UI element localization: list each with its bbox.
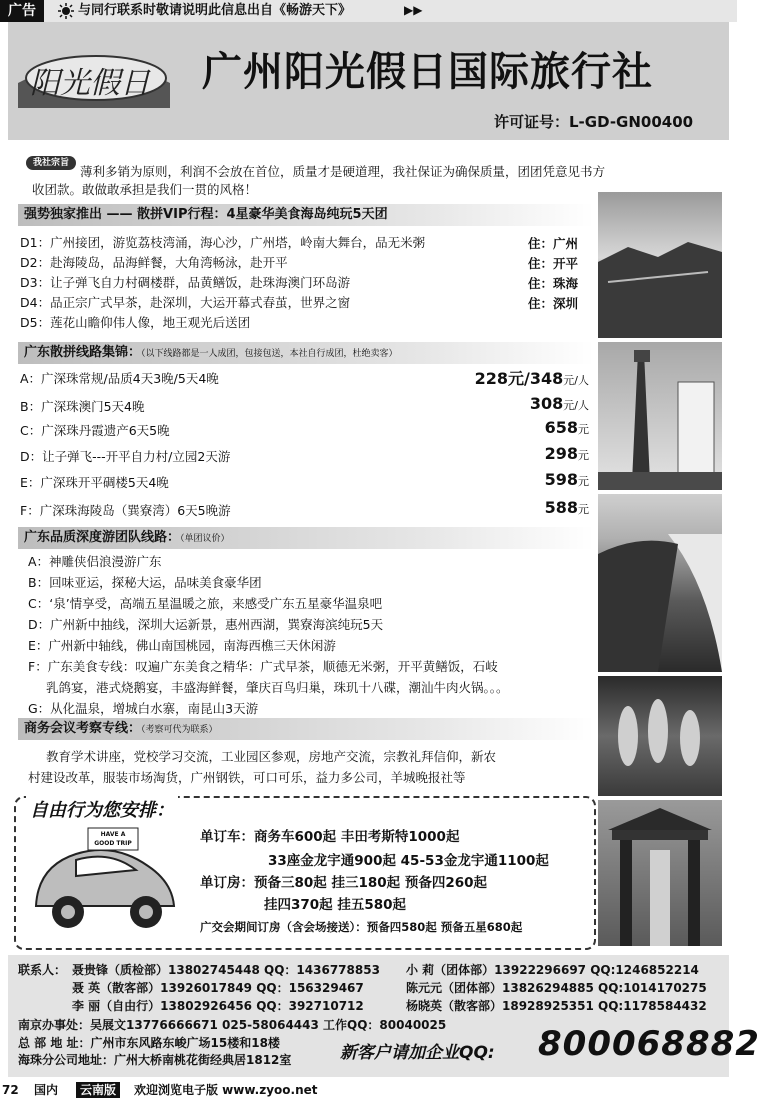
group-tour-e-price xyxy=(545,470,589,489)
qq-number: 800068882 xyxy=(538,1024,760,1064)
business-heading: 商务会议考察专线： xyxy=(24,721,142,736)
enterprise-qq xyxy=(326,1022,760,1074)
contact-person-3: 李 丽（自由行）13802926456 QQ：392710712 xyxy=(72,999,364,1013)
footer-edition: 云南版 xyxy=(76,1082,120,1098)
business-line-1: 教育学术讲座，党校学习交流，工业园区参观，房地产交流，宗教礼拜信仰，新农 xyxy=(46,749,497,764)
vip-stay-4: 住：深圳 xyxy=(528,296,579,311)
group-tour-c: C：广深珠丹霞遗产6天5晚 xyxy=(20,423,170,438)
group-tour-e: E：广深珠开平碉楼5天4晚 xyxy=(20,475,169,490)
vip-day-4: D4：品正宗广式早茶，赴深圳，大运开幕式春茧，世界之窗 xyxy=(20,295,351,310)
contact-person-6: 杨晓英（散客部）18928925351 QQ:1178584432 xyxy=(406,999,707,1013)
price-unit: 元 xyxy=(578,503,589,516)
principle-line-2: 收团款。敢做敢承担是我们一贯的风格！ xyxy=(32,182,258,197)
group-tours-heading: 广东散拼线路集锦： xyxy=(24,345,142,360)
quality-tour-a: A：神雕侠侣浪漫游广东 xyxy=(28,554,162,569)
price-unit: 元 xyxy=(578,475,589,488)
quality-tour-f-cont: 乳鸽宴，港式烧鹅宴，丰盛海鲜餐，肇庆百鸟归巢，珠玑十八碟，潮汕牛肉火锅。。。 xyxy=(46,680,509,695)
page-footer xyxy=(0,1080,737,1100)
qq-label: 新客户请加企业QQ: xyxy=(340,1043,495,1063)
page-number: 72 xyxy=(2,1083,19,1097)
vip-tour-title: 强势独家推出 —— 散拼VIP行程：4星豪华美食海岛纯玩5天团 xyxy=(18,204,594,226)
group-tour-f: F：广深珠海陵岛（巽寮湾）6天5晚游 xyxy=(20,503,231,518)
quality-tour-g: G：从化温泉，增城白水寨，南昆山3天游 xyxy=(28,701,259,716)
free-travel-room-1: 单订房：预备三80起 挂三180起 预备四260起 xyxy=(200,875,488,891)
business-line-2: 村建设改革，服装市场淘货，广州钢铁，可口可乐，益力多公司，羊城晚报社等 xyxy=(28,770,466,785)
photo-harbor xyxy=(598,192,722,338)
price-value: 228元/348 xyxy=(474,369,564,388)
car-sign: HAVE A GOOD TRIP xyxy=(94,831,132,847)
vip-day-2: D2：赴海陵岛，品海鲜餐，大角湾畅泳，赴开平 xyxy=(20,255,288,270)
quality-tour-c: C：‘泉’情享受，高端五星温暖之旅，来感受广东五星豪华温泉吧 xyxy=(28,596,383,611)
price-unit: 元 xyxy=(578,449,589,462)
price-value: 658 xyxy=(544,418,578,437)
group-tours-title xyxy=(18,342,594,364)
photo-tower xyxy=(598,342,722,490)
vip-stay-2: 住：开平 xyxy=(528,256,579,271)
quality-tours-title xyxy=(18,527,594,549)
free-travel-title: 自由行为您安排： xyxy=(26,796,178,822)
group-tour-d-price xyxy=(545,444,589,463)
contact-person-4: 小 莉（团体部）13922296697 QQ:1246852214 xyxy=(406,963,699,977)
price-value: 298 xyxy=(544,444,578,463)
contact-person-2: 聂 英（散客部）13926017849 QQ：156329467 xyxy=(72,981,364,995)
free-travel-car-1: 单订车：商务车600起 丰田考斯特1000起 xyxy=(200,829,460,845)
business-note: （考察可代为联系） xyxy=(141,725,218,735)
nanjing-office: 南京办事处：吴展文13776666671 025-58064443 工作QQ：80040025 xyxy=(18,1018,447,1032)
footer-section: 国内 xyxy=(34,1083,59,1097)
free-travel-fair: 广交会期间订房（含会场接送）：预备四580起 预备五星680起 xyxy=(200,920,523,934)
hq-address: 总 部 地 址：广州市东风路东峻广场15楼和18楼 xyxy=(18,1036,280,1050)
vip-day-1: D1：广州接团，游览荔枝湾涌，海心沙，广州塔，岭南大舞台，品无米粥 xyxy=(20,235,426,250)
quality-tour-f: F：广东美食专线：叹遍广东美食之精华：广式早茶，顺德无米粥，开平黄鳝饭，石岐 xyxy=(28,659,498,674)
contact-person-5: 陈元元（团体部）13826294885 QQ:1014170275 xyxy=(406,981,707,995)
group-tour-f-price xyxy=(545,498,589,517)
quality-tour-b: B：回味亚运，探秘大运，品味美食豪华团 xyxy=(28,575,262,590)
quality-tour-e: E：广州新中轴线，佛山南国桃园，南海西樵三天休闲游 xyxy=(28,638,336,653)
group-tour-d: D：让子弹飞---开平自力村/立园2天游 xyxy=(20,449,231,464)
price-unit: 元/人 xyxy=(563,399,589,412)
ad-notice: 与同行联系时敬请说明此信息出自《畅游天下》 xyxy=(78,3,352,18)
quality-tour-d: D：广州新中抽线，深圳大运新景，惠州西湖，巽寮海滨纯玩5天 xyxy=(28,617,384,632)
free-travel-car-2: 33座金龙宇通900起 45-53金龙宇通1100起 xyxy=(268,853,549,869)
price-unit: 元/人 xyxy=(563,374,589,387)
principle-badge: 我社宗旨 xyxy=(26,156,76,170)
price-unit: 元 xyxy=(578,423,589,436)
price-value: 308 xyxy=(529,394,564,413)
photo-dancers xyxy=(598,676,722,796)
vip-day-5: D5：莲花山瞻仰伟人像，地王观光后送团 xyxy=(20,315,251,330)
photo-coast xyxy=(598,494,722,672)
beetle-car-illustration xyxy=(24,826,184,938)
principle-line-1: 薄利多销为原则，利润不会放在首位，质量才是硬道理，我社保证为确保质量，团团凭意见书方 xyxy=(80,164,606,179)
vip-stay-3: 住：珠海 xyxy=(528,276,579,291)
group-tour-a: A：广深珠常规/品质4天3晚/5天4晚 xyxy=(20,371,219,386)
photo-archway xyxy=(598,800,722,946)
price-value: 588 xyxy=(544,498,578,517)
group-tour-a-price xyxy=(475,366,589,389)
contact-label: 联系人： xyxy=(18,963,67,977)
group-tours-note: （以下线路都是一人成团，包接包送，本社自行成团，杜绝卖客） xyxy=(141,349,398,359)
footer-website: 欢迎浏览电子版 www.zyoo.net xyxy=(134,1083,318,1097)
price-value: 598 xyxy=(544,470,578,489)
business-title xyxy=(18,718,594,740)
logo-text: 阳光假日 xyxy=(30,66,150,101)
company-logo xyxy=(14,38,174,118)
group-tour-b: B：广深珠澳门5天4晚 xyxy=(20,399,145,414)
chevron-decoration: ▶▶ xyxy=(404,3,423,17)
group-tour-b-price xyxy=(530,394,589,413)
sun-icon xyxy=(58,3,74,19)
free-travel-room-2: 挂四370起 挂五580起 xyxy=(264,897,407,913)
vip-day-3: D3：让子弹飞自力村碉楼群，品黄鳝饭，赴珠海澳门环岛游 xyxy=(20,275,351,290)
vip-stay-1: 住：广州 xyxy=(528,236,579,251)
quality-tours-note: （单团议价） xyxy=(180,534,230,544)
contact-person-1: 聂贵锋（质检部）13802745448 QQ：1436778853 xyxy=(72,963,380,977)
group-tour-c-price xyxy=(545,418,589,437)
ad-tag: 广告 xyxy=(0,0,44,22)
quality-tours-heading: 广东品质深度游团队线路： xyxy=(24,530,181,545)
haizhu-address: 海珠分公司地址：广州大桥南桃花街经典居1812室 xyxy=(18,1053,292,1067)
agency-name: 广州阳光假日国际旅行社 xyxy=(202,49,653,95)
license-number: 许可证号：L-GD-GN00400 xyxy=(494,113,694,131)
